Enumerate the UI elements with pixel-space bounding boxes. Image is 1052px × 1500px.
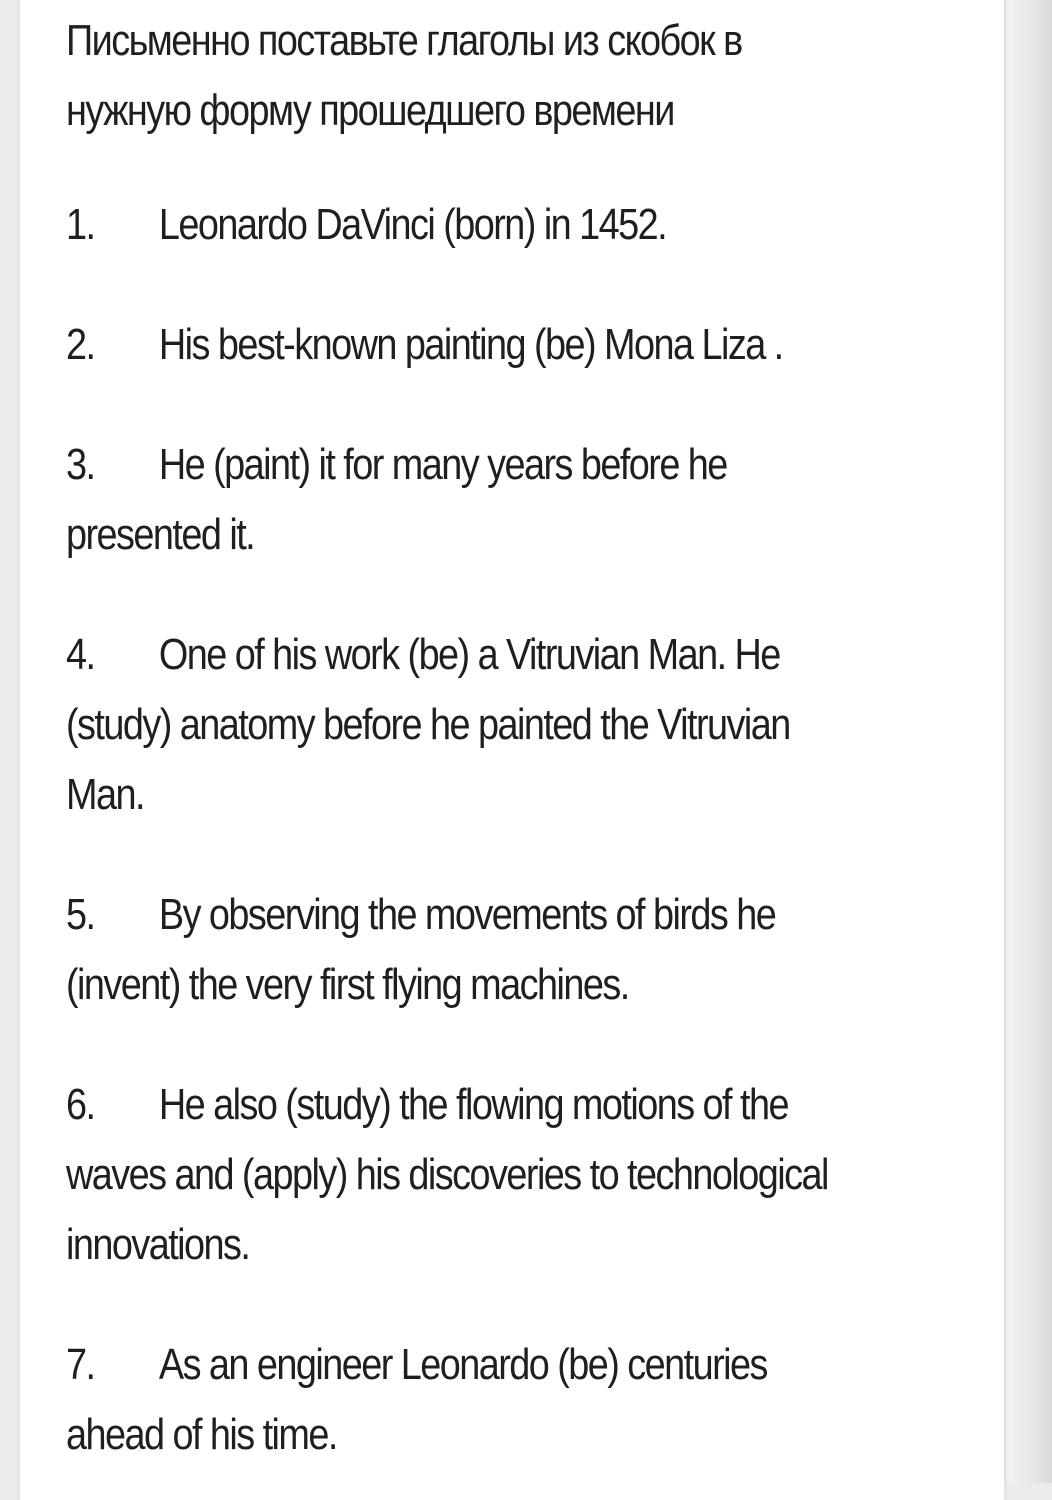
item-number: 6. — [66, 1080, 95, 1129]
item-text: One of his work (be) a Vitruvian Man. He (study) anatomy before he painted the Vitruvian Man. — [66, 630, 790, 819]
item-text: He (paint) it for many years before he presented it. — [66, 440, 727, 559]
exercise-item-3 — [66, 430, 840, 570]
exercise-item-6 — [66, 1070, 840, 1280]
exercise-item-7 — [66, 1330, 840, 1470]
item-number: 7. — [66, 1340, 95, 1389]
item-number: 3. — [66, 440, 95, 489]
item-number: 2. — [66, 320, 95, 369]
exercise-item-5 — [66, 880, 840, 1020]
item-text: He also (study) the flowing motions of the waves and (apply) his discoveries to technological innovations. — [66, 1080, 828, 1269]
item-number: 4. — [66, 630, 95, 679]
exercise-instruction: Письменно поставьте глаголы из скобок в нужную форму прошедшего времени — [66, 16, 742, 135]
exercise-item-4 — [66, 620, 840, 830]
item-text: By observing the movements of birds he (invent) the very first flying machines. — [66, 890, 776, 1009]
exercise-item-1 — [66, 190, 840, 260]
scroll-edge — [1006, 0, 1052, 1483]
item-text: Leonardo DaVinci (born) in 1452. — [158, 200, 667, 249]
item-number: 1. — [66, 200, 95, 249]
item-number: 5. — [66, 890, 95, 939]
item-text: As an engineer Leonardo (be) centuries ahead of his time. — [66, 1340, 767, 1459]
exercise-item-2 — [66, 310, 840, 380]
item-text: His best-known painting (be) Mona Liza . — [158, 320, 783, 369]
exercise-content — [66, 0, 840, 1470]
